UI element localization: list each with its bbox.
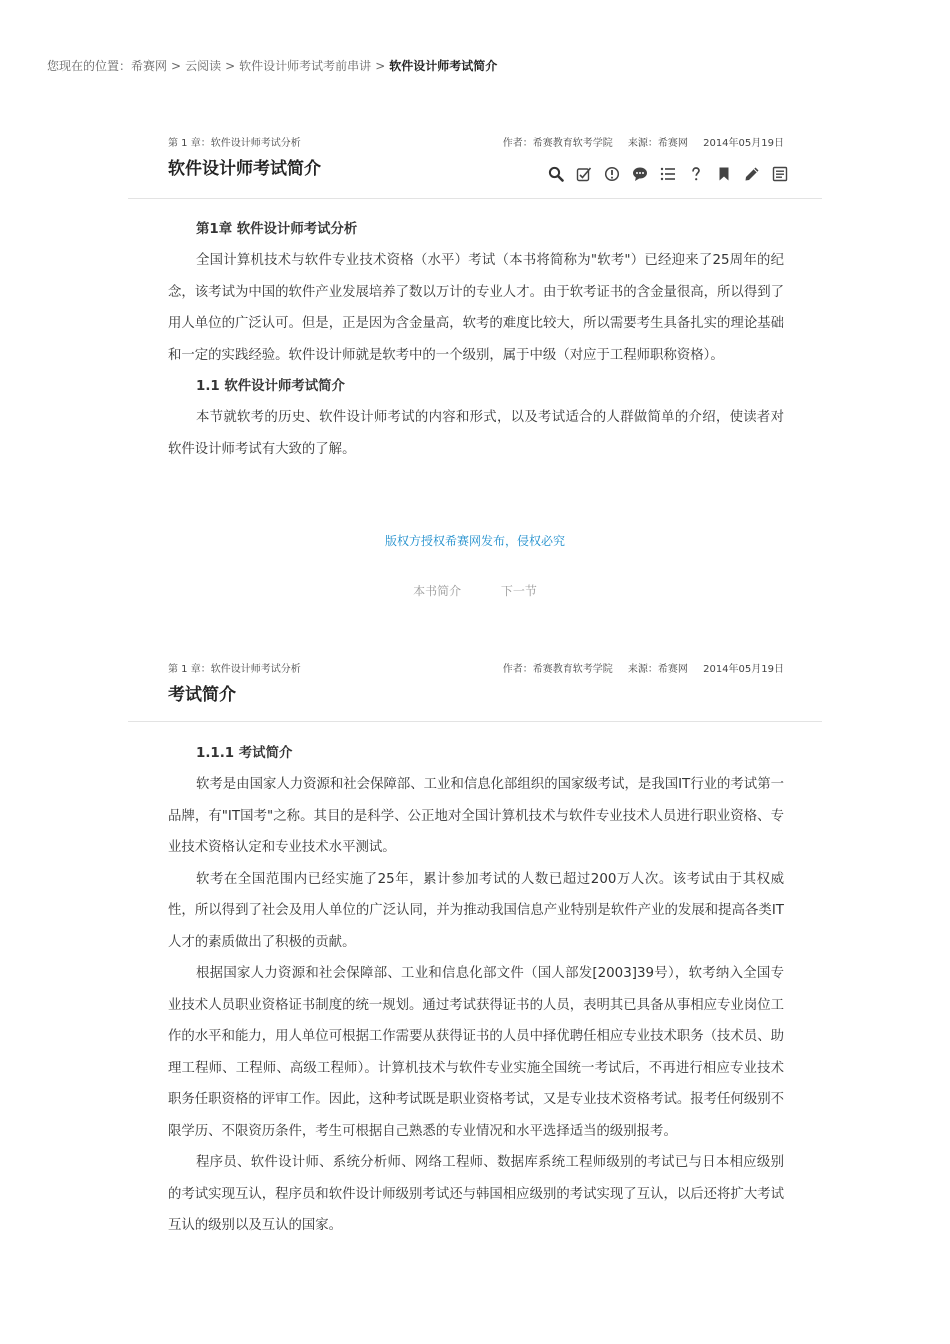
note-icon[interactable] — [766, 164, 794, 184]
article-meta — [503, 660, 784, 675]
comment-icon[interactable] — [626, 164, 654, 184]
breadcrumb-link-home[interactable]: 希赛网 — [131, 59, 168, 73]
title-divider — [128, 721, 822, 722]
search-icon[interactable] — [542, 164, 570, 184]
reader-toolbar — [542, 164, 794, 184]
section-title: 软件设计师考试简介 — [168, 159, 321, 179]
paragraph: 软考是由国家人力资源和社会保障部、工业和信息化部组织的国家级考试，是我国IT行业的考试第一品牌，有"IT国考"之称。其目的是科学、公正地对全国计算机技术与软件专业技术人员进行职业资格、专业技术资格认定和专业技术水平测试。 — [168, 777, 784, 855]
paragraph: 程序员、软件设计师、系统分析师、网络工程师、数据库系统工程师级别的考试已与日本相应级别的考试实现互认，程序员和软件设计师级别考试还与韩国相应级别的考试实现了互认，以后还将扩大考试互认的级别以及互认的国家。 — [168, 1155, 784, 1233]
breadcrumb-prefix: 您现在的位置： — [47, 59, 132, 73]
copyright-notice: 版权方授权希赛网发布，侵权必究 — [384, 534, 565, 548]
chapter-label: 第 1 章：软件设计师考试分析 — [168, 138, 301, 149]
breadcrumb-link-book[interactable]: 软件设计师考试考前串讲 — [239, 59, 372, 73]
pencil-icon[interactable] — [738, 164, 766, 184]
alert-icon[interactable] — [598, 164, 626, 184]
subsection-heading: 1.1.1 考试简介 — [196, 746, 293, 761]
list-icon[interactable] — [654, 164, 682, 184]
title-divider — [128, 198, 822, 199]
section-title: 考试简介 — [168, 685, 236, 705]
paragraph: 全国计算机技术与软件专业技术资格（水平）考试（本书将简称为"软考"）已经迎来了25周年的纪念，该考试为中国的软件产业发展培养了数以万计的专业人才。由于软考证书的含金量很高，所以得到了用人单位的广泛认可。但是，正是因为含金量高，软考的难度比较大，所以需要考生具备扎实的理论基础和一定的实践经验。软件设计师就是软考中的一个级别，属于中级（对应于工程师职称资格）。 — [168, 253, 784, 363]
bookmark-icon[interactable] — [710, 164, 738, 184]
paragraph: 根据国家人力资源和社会保障部、工业和信息化部文件（国人部发[2003]39号），软考纳入全国专业技术人员职业资格证书制度的统一规划。通过考试获得证书的人员，表明其已具备从事相应专业岗位工作的水平和能力，用人单位可根据工作需要从获得证书的人员中择优聘任相应专业技术职务（技术员、助理工程师、工程师、高级工程师）。计算机技术与软件专业实施全国统一考试后，不再进行相应专业技术职务任职资格的评审工作。因此，这种考试既是职业资格考试，又是专业技术资格考试。报考任何级别不限学历、不限资历条件，考生可根据自己熟悉的专业情况和水平选择适当的级别报考。 — [168, 966, 784, 1139]
section-heading: 1.1 软件设计师考试简介 — [196, 379, 345, 394]
breadcrumb-separator: > — [375, 59, 386, 73]
next-section-link[interactable]: 下一节 — [500, 584, 537, 598]
source: 来源：希赛网 — [627, 138, 688, 149]
paragraph: 软考在全国范围内已经实施了25年，累计参加考试的人数已超过200万人次。该考试由于其权威性，所以得到了社会及用人单位的广泛认同，并为推动我国信息产业特别是软件产业的发展和提高各类IT人才的素质做出了积极的贡献。 — [168, 871, 784, 950]
author: 作者：希赛教育软考学院 — [502, 138, 613, 149]
publish-date: 2014年05月19日 — [703, 138, 784, 149]
help-icon[interactable] — [682, 164, 710, 184]
chapter-heading: 第1章 软件设计师考试分析 — [196, 222, 358, 237]
breadcrumb — [47, 57, 497, 74]
chapter-label: 第 1 章：软件设计师考试分析 — [168, 664, 301, 675]
section-content — [168, 214, 784, 465]
publish-date: 2014年05月19日 — [703, 664, 784, 675]
section-content — [168, 738, 784, 1242]
article-meta — [503, 134, 784, 149]
source: 来源：希赛网 — [627, 664, 688, 675]
breadcrumb-separator: > — [225, 59, 236, 73]
book-intro-link[interactable]: 本书简介 — [413, 584, 462, 598]
section-nav — [0, 582, 950, 599]
checklist-icon[interactable] — [570, 164, 598, 184]
breadcrumb-current: 软件设计师考试简介 — [389, 59, 498, 73]
author: 作者：希赛教育软考学院 — [502, 664, 613, 675]
breadcrumb-link-cloud-read[interactable]: 云阅读 — [185, 59, 222, 73]
breadcrumb-separator: > — [171, 59, 182, 73]
paragraph: 本节就软考的历史、软件设计师考试的内容和形式，以及考试适合的人群做简单的介绍，使读者对软件设计师考试有大致的了解。 — [168, 410, 784, 457]
